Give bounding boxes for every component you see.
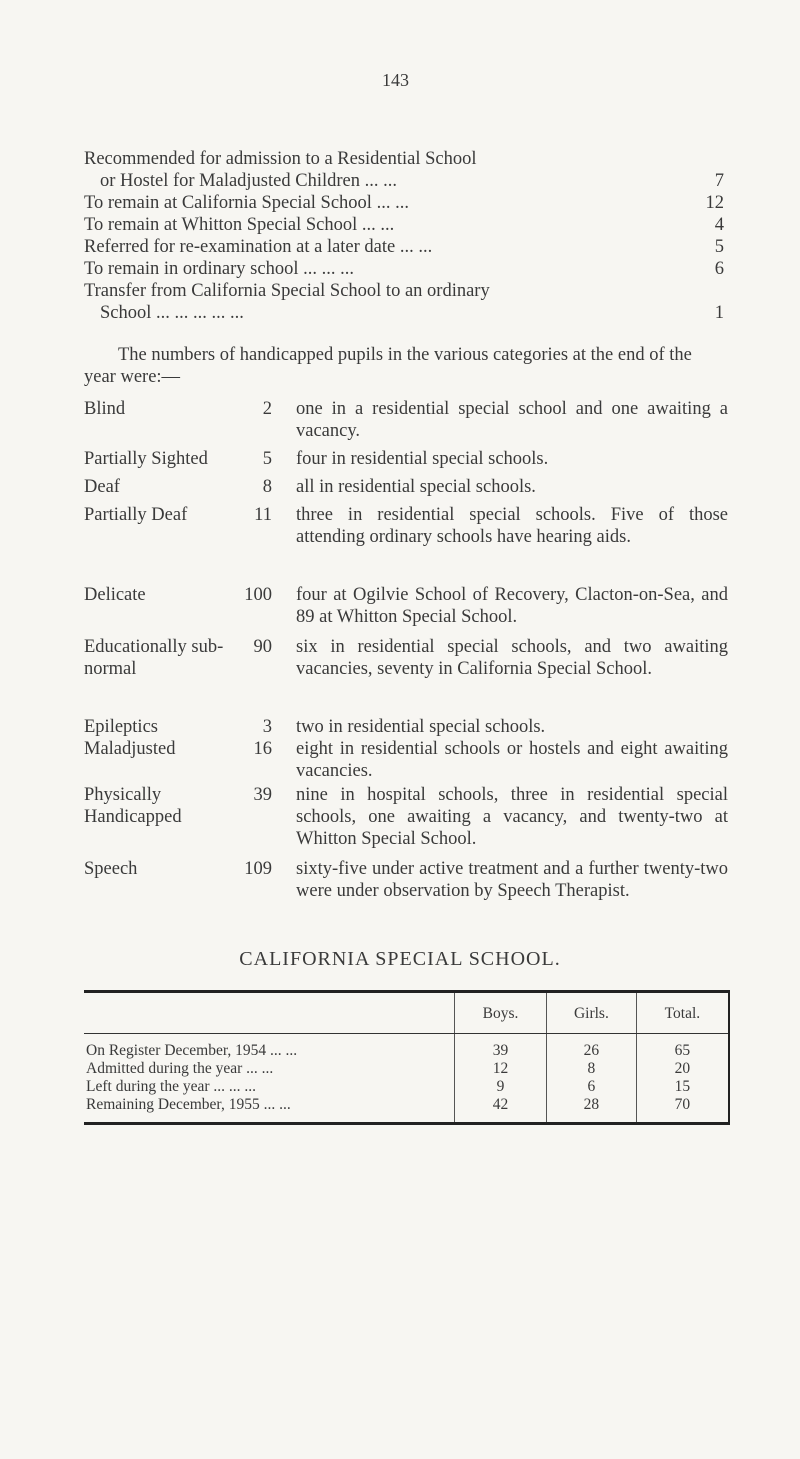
recommendation-label: To remain in ordinary school ... ... ...: [84, 259, 354, 279]
table-header-row: [84, 992, 729, 1034]
category-row: [0, 738, 800, 782]
recommendation-count: 6: [714, 259, 724, 279]
table-row: [84, 1034, 729, 1061]
row-label: Admitted during the year ... ...: [86, 1060, 274, 1077]
recommendation-count: 12: [705, 193, 724, 213]
category-description: all in residential special schools.: [296, 477, 536, 497]
recommendation-label: School ... ... ... ... ...: [100, 303, 244, 323]
total-cell: 15: [636, 1078, 729, 1096]
category-description: four in residential special schools.: [296, 449, 549, 469]
recommendation-item: [84, 192, 724, 214]
category-count: 16: [253, 739, 272, 759]
category-label: Epileptics: [84, 717, 158, 737]
recommendation-label: To remain at Whitton Special School ... ...: [84, 215, 395, 235]
category-row: [0, 636, 800, 702]
category-label: Delicate: [84, 585, 146, 605]
category-count: 2: [262, 399, 272, 419]
category-description: eight in residential schools or hostels and eight awaiting vacancies.: [296, 739, 728, 781]
table-header-girls: Girls.: [547, 992, 637, 1034]
category-description: four at Ogilvie School of Recovery, Clacton-on-Sea, and 89 at Whitton Special School.: [296, 585, 728, 627]
recommendation-label: Referred for re-examination at a later date ... ...: [84, 237, 433, 257]
boys-cell: 42: [455, 1096, 547, 1124]
recommendation-label: To remain at California Special School ... ...: [84, 193, 409, 213]
category-count: 8: [262, 477, 272, 497]
category-count: 5: [262, 449, 272, 469]
recommendation-label: or Hostel for Maladjusted Children ... ...: [100, 171, 397, 191]
table-row: [84, 1078, 729, 1096]
category-label: Blind: [84, 399, 126, 419]
total-cell: 65: [636, 1034, 729, 1061]
category-row: [0, 476, 800, 498]
category-row: [0, 858, 800, 924]
category-row: [0, 448, 800, 470]
recommendation-item: [84, 148, 724, 192]
category-row: [0, 784, 800, 850]
row-label: Left during the year ... ... ...: [86, 1078, 257, 1095]
girls-cell: 6: [547, 1078, 637, 1096]
intro-paragraph: The numbers of handicapped pupils in the various categories at the end of the year were:—: [84, 345, 692, 387]
table-header-total: Total.: [636, 992, 729, 1034]
recommendation-item: [84, 280, 724, 324]
recommendation-item: [84, 236, 724, 258]
category-count: 11: [254, 505, 272, 525]
category-label: Physically Handicapped: [84, 785, 182, 827]
category-label: Educationally sub-normal: [84, 637, 224, 679]
row-label: On Register December, 1954 ... ...: [86, 1042, 298, 1059]
category-label: Speech: [84, 859, 138, 879]
table-header-boys: Boys.: [455, 992, 547, 1034]
category-count: 90: [253, 637, 272, 657]
girls-cell: 8: [547, 1060, 637, 1078]
category-count: 39: [253, 785, 272, 805]
category-count: 3: [262, 717, 272, 737]
row-label: Remaining December, 1955 ... ...: [86, 1096, 291, 1113]
california-school-table: [84, 990, 730, 1125]
total-cell: 20: [636, 1060, 729, 1078]
recommendation-label: Recommended for admission to a Residential School: [84, 149, 477, 169]
table-row: [84, 1060, 729, 1078]
category-label: Partially Sighted: [84, 449, 208, 469]
boys-cell: 9: [455, 1078, 547, 1096]
category-count: 109: [244, 859, 272, 879]
recommendation-label: Transfer from California Special School to an ordinary: [84, 281, 490, 301]
table-header-blank: [84, 992, 455, 1034]
recommendation-item: [84, 214, 724, 236]
table-row: [84, 1096, 729, 1124]
category-label: Partially Deaf: [84, 505, 188, 525]
category-row: [0, 398, 800, 442]
category-description: sixty-five under active treatment and a further twenty-two were under observation by Speech Therapist.: [296, 859, 728, 901]
recommendation-count: 7: [714, 171, 724, 191]
page-number: 143: [382, 70, 409, 90]
boys-cell: 39: [455, 1034, 547, 1061]
category-row: [0, 504, 800, 570]
category-label: Deaf: [84, 477, 120, 497]
section-heading: CALIFORNIA SPECIAL SCHOOL.: [239, 948, 561, 970]
boys-cell: 12: [455, 1060, 547, 1078]
girls-cell: 28: [547, 1096, 637, 1124]
category-row: [0, 584, 800, 628]
category-description: one in a residential special school and one awaiting a vacancy.: [296, 399, 728, 441]
category-label: Maladjusted: [84, 739, 176, 759]
total-cell: 70: [636, 1096, 729, 1124]
category-row: [0, 716, 800, 738]
category-description: three in residential special schools. Five of those attending ordinary schools have hearing aids.: [296, 505, 728, 547]
category-description: two in residential special schools.: [296, 717, 546, 737]
recommendation-count: 5: [714, 237, 724, 257]
category-description: nine in hospital schools, three in residential special schools, one awaiting a vacancy, and twenty-two at Whitton Special School.: [296, 785, 728, 849]
recommendation-count: 1: [714, 303, 724, 323]
category-count: 100: [244, 585, 272, 605]
girls-cell: 26: [547, 1034, 637, 1061]
category-description: six in residential special schools, and two awaiting vacancies, seventy in California Special School.: [296, 637, 728, 679]
recommendation-count: 4: [714, 215, 724, 235]
recommendation-item: [84, 258, 724, 280]
